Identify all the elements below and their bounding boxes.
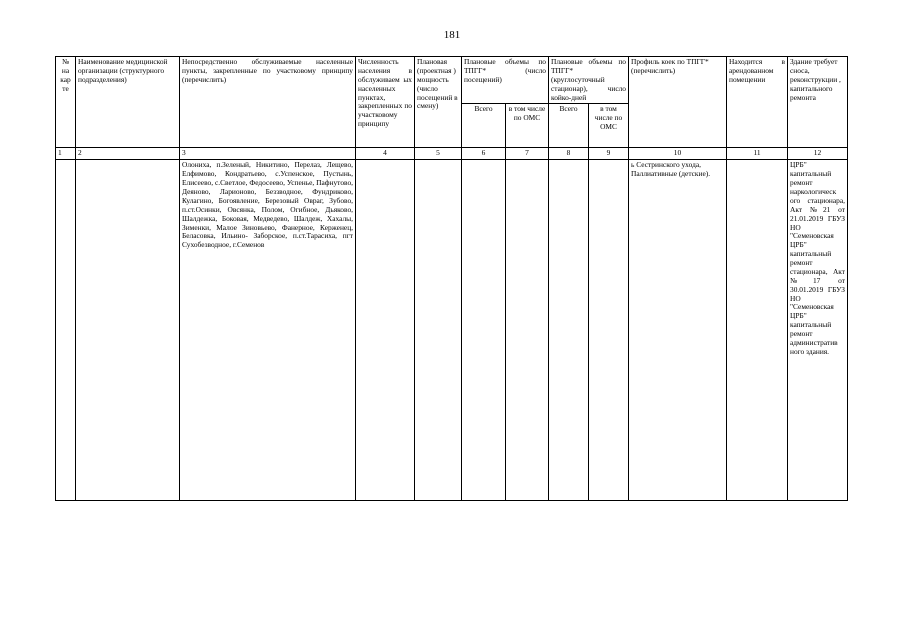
column-number: 5 <box>415 148 462 160</box>
header-col-rented: Находится в арендованном помещении <box>727 57 788 148</box>
column-number: 2 <box>76 148 180 160</box>
column-number: 8 <box>549 148 589 160</box>
column-number: 7 <box>506 148 549 160</box>
header-col-beddays-oms: в том числе по ОМС <box>589 104 629 148</box>
header-col-capacity: Плановая (проектная ) мощность (число посещений в смену) <box>415 57 462 148</box>
table-row <box>56 160 848 501</box>
cell-beddays-total <box>549 160 589 501</box>
column-number: 3 <box>180 148 356 160</box>
header-col-visits-total: Всего <box>462 104 506 148</box>
cell-number <box>56 160 76 501</box>
cell-bed-profile: ь Сестринского ухода, Паллиативные (детские). <box>629 160 727 501</box>
header-col-number: № на кар те <box>56 57 76 148</box>
header-col-settlements: Непосредственно обслуживаемые населенные пункты, закрепленные по участковому принципу (перечислить) <box>180 57 356 148</box>
header-col-beddays-total: Всего <box>549 104 589 148</box>
cell-visits-oms <box>506 160 549 501</box>
page-number: 181 <box>443 29 461 41</box>
column-number: 11 <box>727 148 788 160</box>
column-number: 4 <box>356 148 415 160</box>
column-number: 12 <box>788 148 848 160</box>
cell-organization <box>76 160 180 501</box>
column-number: 10 <box>629 148 727 160</box>
facilities-table <box>55 56 848 501</box>
cell-visits-total <box>462 160 506 501</box>
header-row-top <box>56 57 848 104</box>
cell-beddays-oms <box>589 160 629 501</box>
header-col-visits-oms: в том числе по ОМС <box>506 104 549 148</box>
header-col-organization: Наименование медицинской организации (структурного подразделения) <box>76 57 180 148</box>
column-number: 1 <box>56 148 76 160</box>
header-col-repair: Здание требует сноса, реконструкции , капитального ремонта <box>788 57 848 148</box>
header-col-population: Численность населения в обслуживаем ых населенных пунктах, закрепленных по участковому принципу <box>356 57 415 148</box>
header-col-bed-profile: Профиль коек по ТПГГ* (перечислить) <box>629 57 727 148</box>
header-group-beddays: Плановые объемы по ТПГГ* (круглосуточный стационар), число койко-дней <box>549 57 629 104</box>
column-number: 6 <box>462 148 506 160</box>
cell-settlements: Олониха, п.Зеленый, Никитино, Перелаз, Лещево, Елфимово, Кондратьево, с.Успенское, Пустынь, Елисеево, с.Светлое, Федосеево, Успенье, Пафнутово, Деяново, Ларионово, Беззводное, Фундриково, Кулагино, Богоявление, Березовый Овраг, Зубово, п.ст.Осинки, Овсянка, Полом, Огибное, Дьяково, Шалдежка, Боковая, Медведево, Шалдеж, Хахалы, Зименки, Малое Зиновьево, Фанерное, Керженец, Беласовка, Ильино- Заборское, п.ст.Тарасиха, пгт Сухобезводное, г.Семенов <box>180 160 356 501</box>
cell-capacity <box>415 160 462 501</box>
header-group-visits: Плановые объемы по ТПГГ* (число посещений) <box>462 57 549 104</box>
column-number-row <box>56 148 848 160</box>
cell-rented <box>727 160 788 501</box>
cell-repair: ЦРБ" капитальный ремонт наркологическ ого стационара, Акт №21 от 21.01.2019 ГБУЗ НО "Семеновская ЦРБ" капитальный ремонт стационара, Акт №17 от 30.01.2019 ГБУЗ НО "Семеновская ЦРБ" капитальный ремонт административ ного здания. <box>788 160 848 501</box>
column-number: 9 <box>589 148 629 160</box>
cell-population <box>356 160 415 501</box>
